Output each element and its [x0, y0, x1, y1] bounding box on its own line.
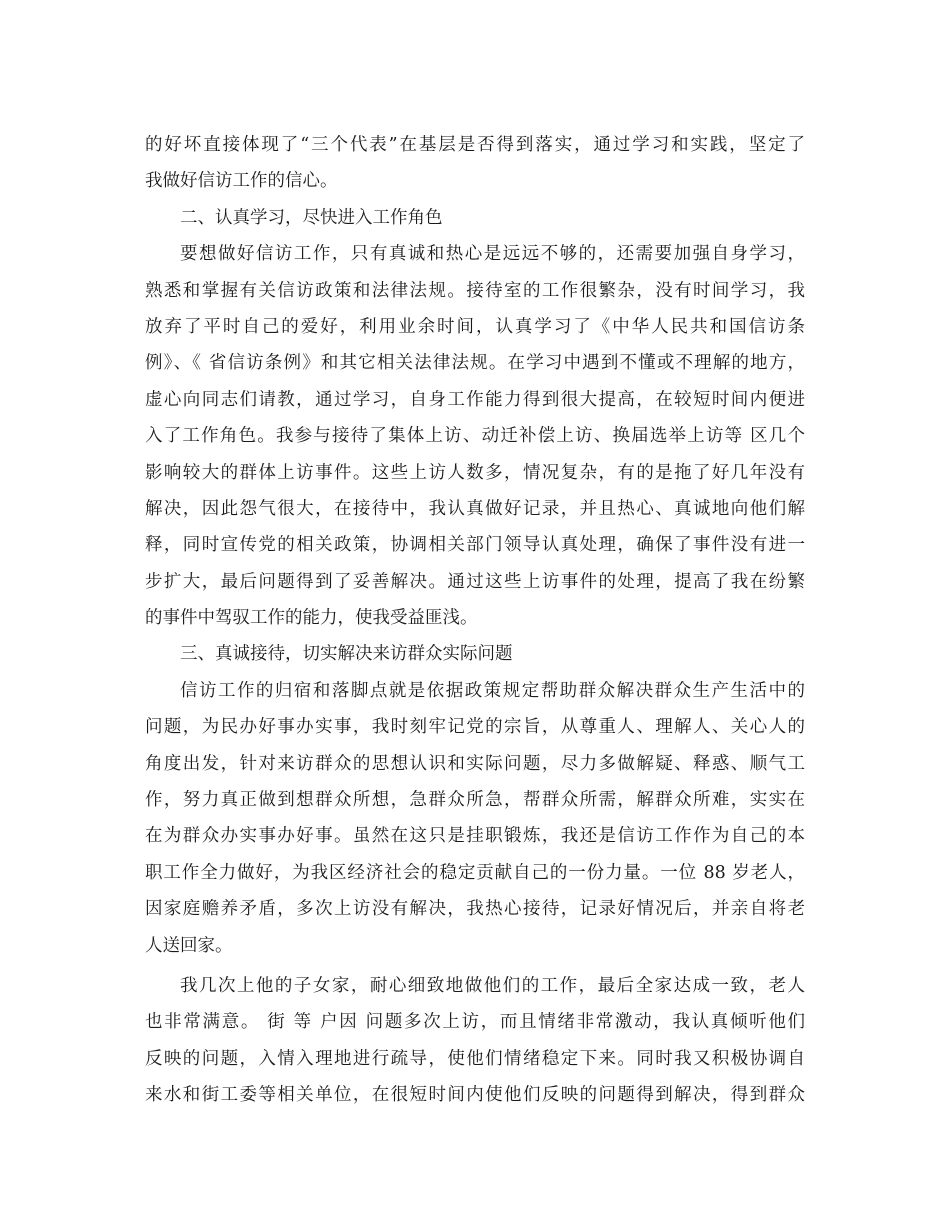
- text-line: 释，同时宣传党的相关政策，协调相关部门领导认真处理，确保了事件没有进一: [145, 535, 805, 556]
- text-line: 人送回家。: [145, 935, 233, 956]
- text-line: 的好坏直接体现了“三个代表”在基层是否得到落实，通过学习和实践，坚定了: [145, 135, 805, 155]
- text-line: 影响较大的群体上访事件。这些上访人数多，情况复杂，有的是拖了好几年没有: [145, 462, 805, 483]
- text-line: 职工作全力做好，为我区经济社会的稳定贡献自己的一份力量。一位 88 岁老人，: [145, 862, 805, 883]
- document-body: [145, 127, 805, 1114]
- text-line: 在为群众办实事办好事。虽然在这只是挂职锻炼，我还是信访工作作为自己的本: [145, 826, 805, 847]
- text-line: 步扩大，最后问题得到了妥善解决。通过这些上访事件的处理，提高了我在纷繁: [145, 571, 805, 592]
- text-line: 角度出发，针对来访群众的思想认识和实际问题，尽力多做解疑、释惑、顺气工: [145, 753, 805, 774]
- text-line: 也非常满意。 街 等 户因 问题多次上访，而且情绪非常激动，我认真倾听他们: [145, 1012, 805, 1033]
- text-line: 作，努力真正做到想群众所想，急群众所急，帮群众所需，解群众所难，实实在: [145, 790, 805, 811]
- text-line: 放弃了平时自己的爱好，利用业余时间，认真学习了《中华人民共和国信访条: [145, 316, 805, 337]
- section-heading: 二、认真学习，尽快进入工作角色: [180, 207, 443, 228]
- section-heading: 三、真诚接待，切实解决来访群众实际问题: [180, 644, 513, 665]
- text-line: 我几次上他的子女家，耐心细致地做他们的工作，最后全家达成一致，老人: [180, 975, 805, 996]
- text-line: 解决，因此怨气很大，在接待中，我认真做好记录，并且热心、真诚地向他们解: [145, 498, 805, 519]
- text-line: 问题，为民办好事办实事，我时刻牢记党的宗旨，从尊重人、理解人、关心人的: [145, 717, 805, 738]
- text-line: 我做好信访工作的信心。: [145, 171, 338, 192]
- text-line: 虚心向同志们请教，通过学习，自身工作能力得到很大提高，在较短时间内便进: [145, 389, 805, 410]
- text-line: 来水和街工委等相关单位，在很短时间内使他们反映的问题得到解决，得到群众: [145, 1085, 805, 1106]
- text-line: 信访工作的归宿和落脚点就是依据政策规定帮助群众解决群众生产生活中的: [180, 680, 805, 701]
- text-line: 熟悉和掌握有关信访政策和法律法规。接待室的工作很繁杂，没有时间学习，我: [145, 280, 805, 301]
- text-line: 入了工作角色。我参与接待了集体上访、动迁补偿上访、换届选举上访等 区几个: [145, 426, 805, 447]
- text-line: 的事件中驾驭工作的能力，使我受益匪浅。: [145, 608, 478, 629]
- text-line: 反映的问题，入情入理地进行疏导，使他们情绪稳定下来。同时我又积极协调自: [145, 1048, 805, 1069]
- text-line: 因家庭赡养矛盾，多次上访没有解决，我热心接待，记录好情况后，并亲自将老: [145, 899, 805, 920]
- text-line: 要想做好信访工作，只有真诚和热心是远远不够的，还需要加强自身学习，: [180, 244, 805, 265]
- text-line: 例》、《 省信访条例》和其它相关法律法规。在学习中遇到不懂或不理解的地方，: [145, 353, 805, 374]
